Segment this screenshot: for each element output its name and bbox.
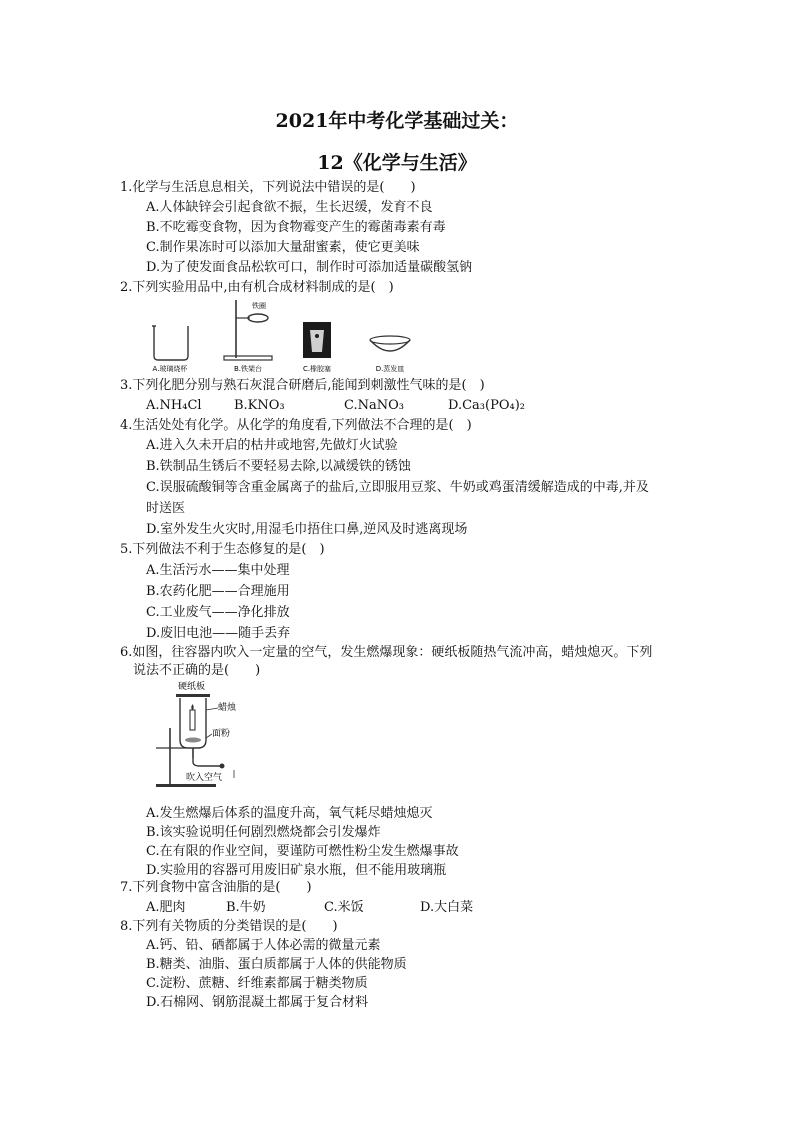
caption-rubber-stopper: C.橡胶塞	[302, 365, 332, 373]
page-subtitle: 12《化学与生活》	[317, 152, 477, 174]
question-8-option-c: C.淀粉、蔗糖、纤维素都属于糖类物质	[146, 976, 368, 991]
question-6-option-c: C.在有限的作业空间，要谨防可燃性粉尘发生燃爆事故	[146, 844, 459, 859]
question-3-option-d: D.Ca₃(PO₄)₂	[448, 398, 525, 413]
cardboard-shape	[176, 694, 210, 697]
blow-air-label: 吹入空气	[186, 773, 223, 783]
question-7-option-a: A.肥肉	[146, 900, 186, 915]
rubber-stopper-icon	[303, 322, 331, 358]
iron-ring-label: 铁圈	[252, 302, 266, 310]
caption-evaporating-dish: D.蒸发皿	[375, 365, 405, 373]
question-7-option-c: C.米饭	[324, 900, 364, 915]
question-5-option-a: A.生活污水——集中处理	[146, 563, 290, 578]
question-2-stem: 2.下列实验用品中,由有机合成材料制成的是( )	[120, 280, 394, 295]
question-6-stem-line2: 说法不正确的是( )	[133, 663, 261, 678]
question-3-option-b: B.KNO₃	[234, 398, 285, 413]
caption-iron-stand: B.铁架台	[233, 365, 263, 373]
page-title: 2021年中考化学基础过关：	[275, 110, 519, 132]
question-6-option-d: D.实验用的容器可用废旧矿泉水瓶，但不能用玻璃瓶	[146, 863, 447, 878]
question-5-option-c: C.工业废气——净化排放	[146, 605, 290, 620]
question-4-option-c-cont: 时送医	[146, 501, 186, 516]
flour-label: 面粉	[212, 729, 231, 739]
question-1-option-d: D.为了使发面食品松软可口，制作时可添加适量碳酸氢钠	[146, 260, 473, 275]
candle-shape	[190, 710, 195, 730]
question-6-stem-line1: 6.如图，往容器内吹入一定量的空气，发生燃爆现象：硬纸板随热气流冲高，蜡烛熄灭。下列	[120, 645, 653, 660]
question-2-figure	[140, 296, 430, 376]
question-8-option-b: B.糖类、油脂、蛋白质都属于人体的供能物质	[146, 957, 407, 972]
question-3-option-a: A.NH₄Cl	[146, 398, 202, 413]
candle-label: 蜡烛	[218, 703, 237, 713]
question-7-options	[146, 900, 486, 916]
question-3-stem: 3.下列化肥分别与熟石灰混合研磨后,能闻到刺激性气味的是( )	[120, 378, 485, 393]
beaker-icon	[152, 326, 188, 360]
question-5-option-d: D.废旧电池——随手丢弃	[146, 626, 291, 641]
question-6-option-a: A.发生燃爆后体系的温度升高，氧气耗尽蜡烛熄灭	[146, 806, 433, 821]
question-5-option-b: B.农药化肥——合理施用	[146, 584, 290, 599]
question-8-option-d: D.石棉网、钢筋混凝土都属于复合材料	[146, 995, 369, 1010]
question-1-option-a: A.人体缺锌会引起食欲不振，生长迟缓，发育不良	[146, 200, 433, 215]
question-1-option-c: C.制作果冻时可以添加大量甜蜜素，使它更美味	[146, 240, 420, 255]
question-3-option-c: C.NaNO₃	[344, 398, 404, 413]
question-7-option-b: B.牛奶	[226, 900, 266, 915]
question-7-option-d: D.大白菜	[420, 900, 474, 915]
question-7-stem: 7.下列食物中富含油脂的是( )	[120, 880, 312, 895]
cardboard-label: 硬纸板	[178, 682, 206, 692]
question-4-option-b: B.铁制品生锈后不要轻易去除,以减缓铁的锈蚀	[146, 459, 411, 474]
question-3-options	[146, 398, 566, 414]
question-8-option-a: A.钙、铅、硒都属于人体必需的微量元素	[146, 938, 381, 953]
question-6-figure	[150, 678, 250, 798]
question-4-option-d: D.室外发生火灾时,用湿毛巾捂住口鼻,逆风及时逃离现场	[146, 522, 468, 537]
question-5-stem: 5.下列做法不利于生态修复的是( )	[120, 542, 325, 557]
question-4-stem: 4.生活处处有化学。从化学的角度看,下列做法不合理的是( )	[120, 418, 472, 433]
evaporating-dish-icon	[370, 336, 410, 351]
question-8-stem: 8.下列有关物质的分类错误的是( )	[120, 919, 338, 934]
caption-beaker: A.玻璃烧杯	[152, 365, 188, 373]
question-6-option-b: B.该实验说明任何剧烈燃烧都会引发爆炸	[146, 825, 381, 840]
question-4-option-a: A.进入久未开启的枯井或地窖,先做灯火试验	[146, 438, 398, 453]
question-4-option-c: C.误服硫酸铜等含重金属离子的盐后,立即服用豆浆、牛奶或鸡蛋清缓解造成的中毒,并及	[146, 480, 649, 495]
question-1-option-b: B.不吃霉变食物，因为食物霉变产生的霉菌毒素有毒	[146, 220, 446, 235]
question-1-stem: 1.化学与生活息息相关，下列说法中错误的是( )	[120, 180, 416, 195]
